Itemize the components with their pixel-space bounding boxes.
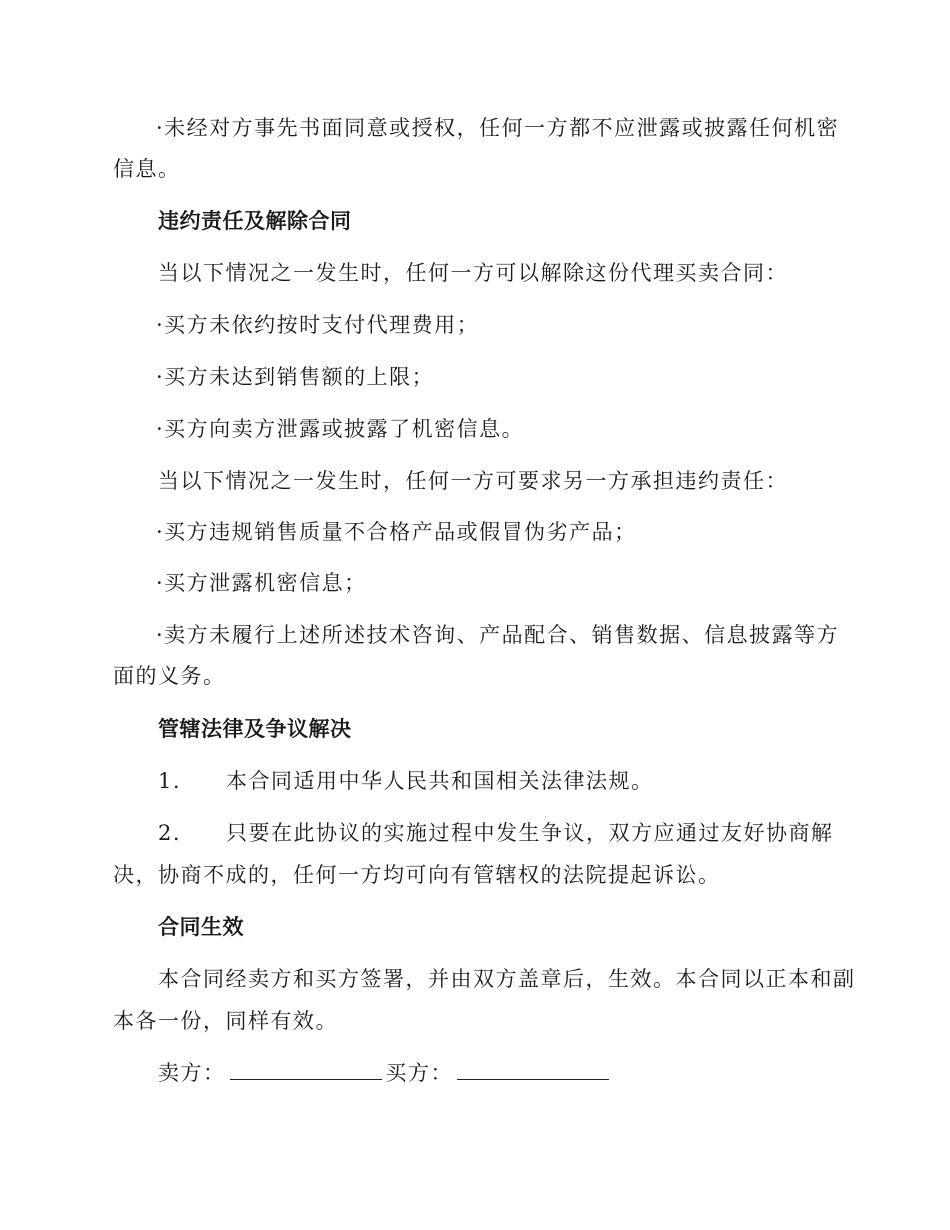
list-item-line2: 面的义务。: [113, 664, 226, 688]
signature-row: [158, 1058, 613, 1088]
list-item: ·买方泄露机密信息；: [156, 571, 367, 595]
law-item2-number: 2.: [158, 821, 182, 845]
confidentiality-item-line2: 信息。: [113, 157, 181, 181]
section-heading-effect: 合同生效: [158, 915, 244, 939]
list-item: ·买方违规销售质量不合格产品或假冒伪劣产品；: [156, 520, 637, 544]
list-item-line1: ·卖方未履行上述所述技术咨询、产品配合、销售数据、信息披露等方: [156, 623, 840, 647]
section-heading-breach: 违约责任及解除合同: [158, 209, 352, 233]
breach-intro-liability: 当以下情况之一发生时，任何一方可要求另一方承担违约责任：: [158, 469, 788, 493]
effect-line1: 本合同经卖方和买方签署，并由双方盖章后，生效。本合同以正本和副: [158, 967, 856, 991]
list-item: ·买方未依约按时支付代理费用；: [156, 313, 480, 337]
law-item1-text: 本合同适用中华人民共和国相关法律法规。: [226, 769, 654, 793]
confidentiality-item-line1: ·未经对方事先书面同意或授权，任何一方都不应泄露或披露任何机密: [156, 116, 840, 140]
seller-label: 卖方：: [158, 1061, 226, 1085]
law-item1-number: 1.: [158, 769, 182, 793]
seller-signature-line[interactable]: [230, 1061, 382, 1080]
buyer-signature-line[interactable]: [457, 1061, 609, 1080]
list-item: ·买方未达到销售额的上限；: [156, 365, 435, 389]
list-item: ·买方向卖方泄露或披露了机密信息。: [156, 417, 525, 441]
law-item2-line1: 只要在此协议的实施过程中发生争议，双方应通过友好协商解: [226, 821, 834, 845]
breach-intro-termination: 当以下情况之一发生时，任何一方可以解除这份代理买卖合同：: [158, 261, 788, 285]
buyer-label: 买方：: [385, 1061, 453, 1085]
effect-line2: 本各一份，同样有效。: [113, 1009, 338, 1033]
law-item2-line2: 决，协商不成的，任何一方均可向有管辖权的法院提起诉讼。: [113, 863, 721, 887]
section-heading-law: 管辖法律及争议解决: [158, 717, 352, 741]
